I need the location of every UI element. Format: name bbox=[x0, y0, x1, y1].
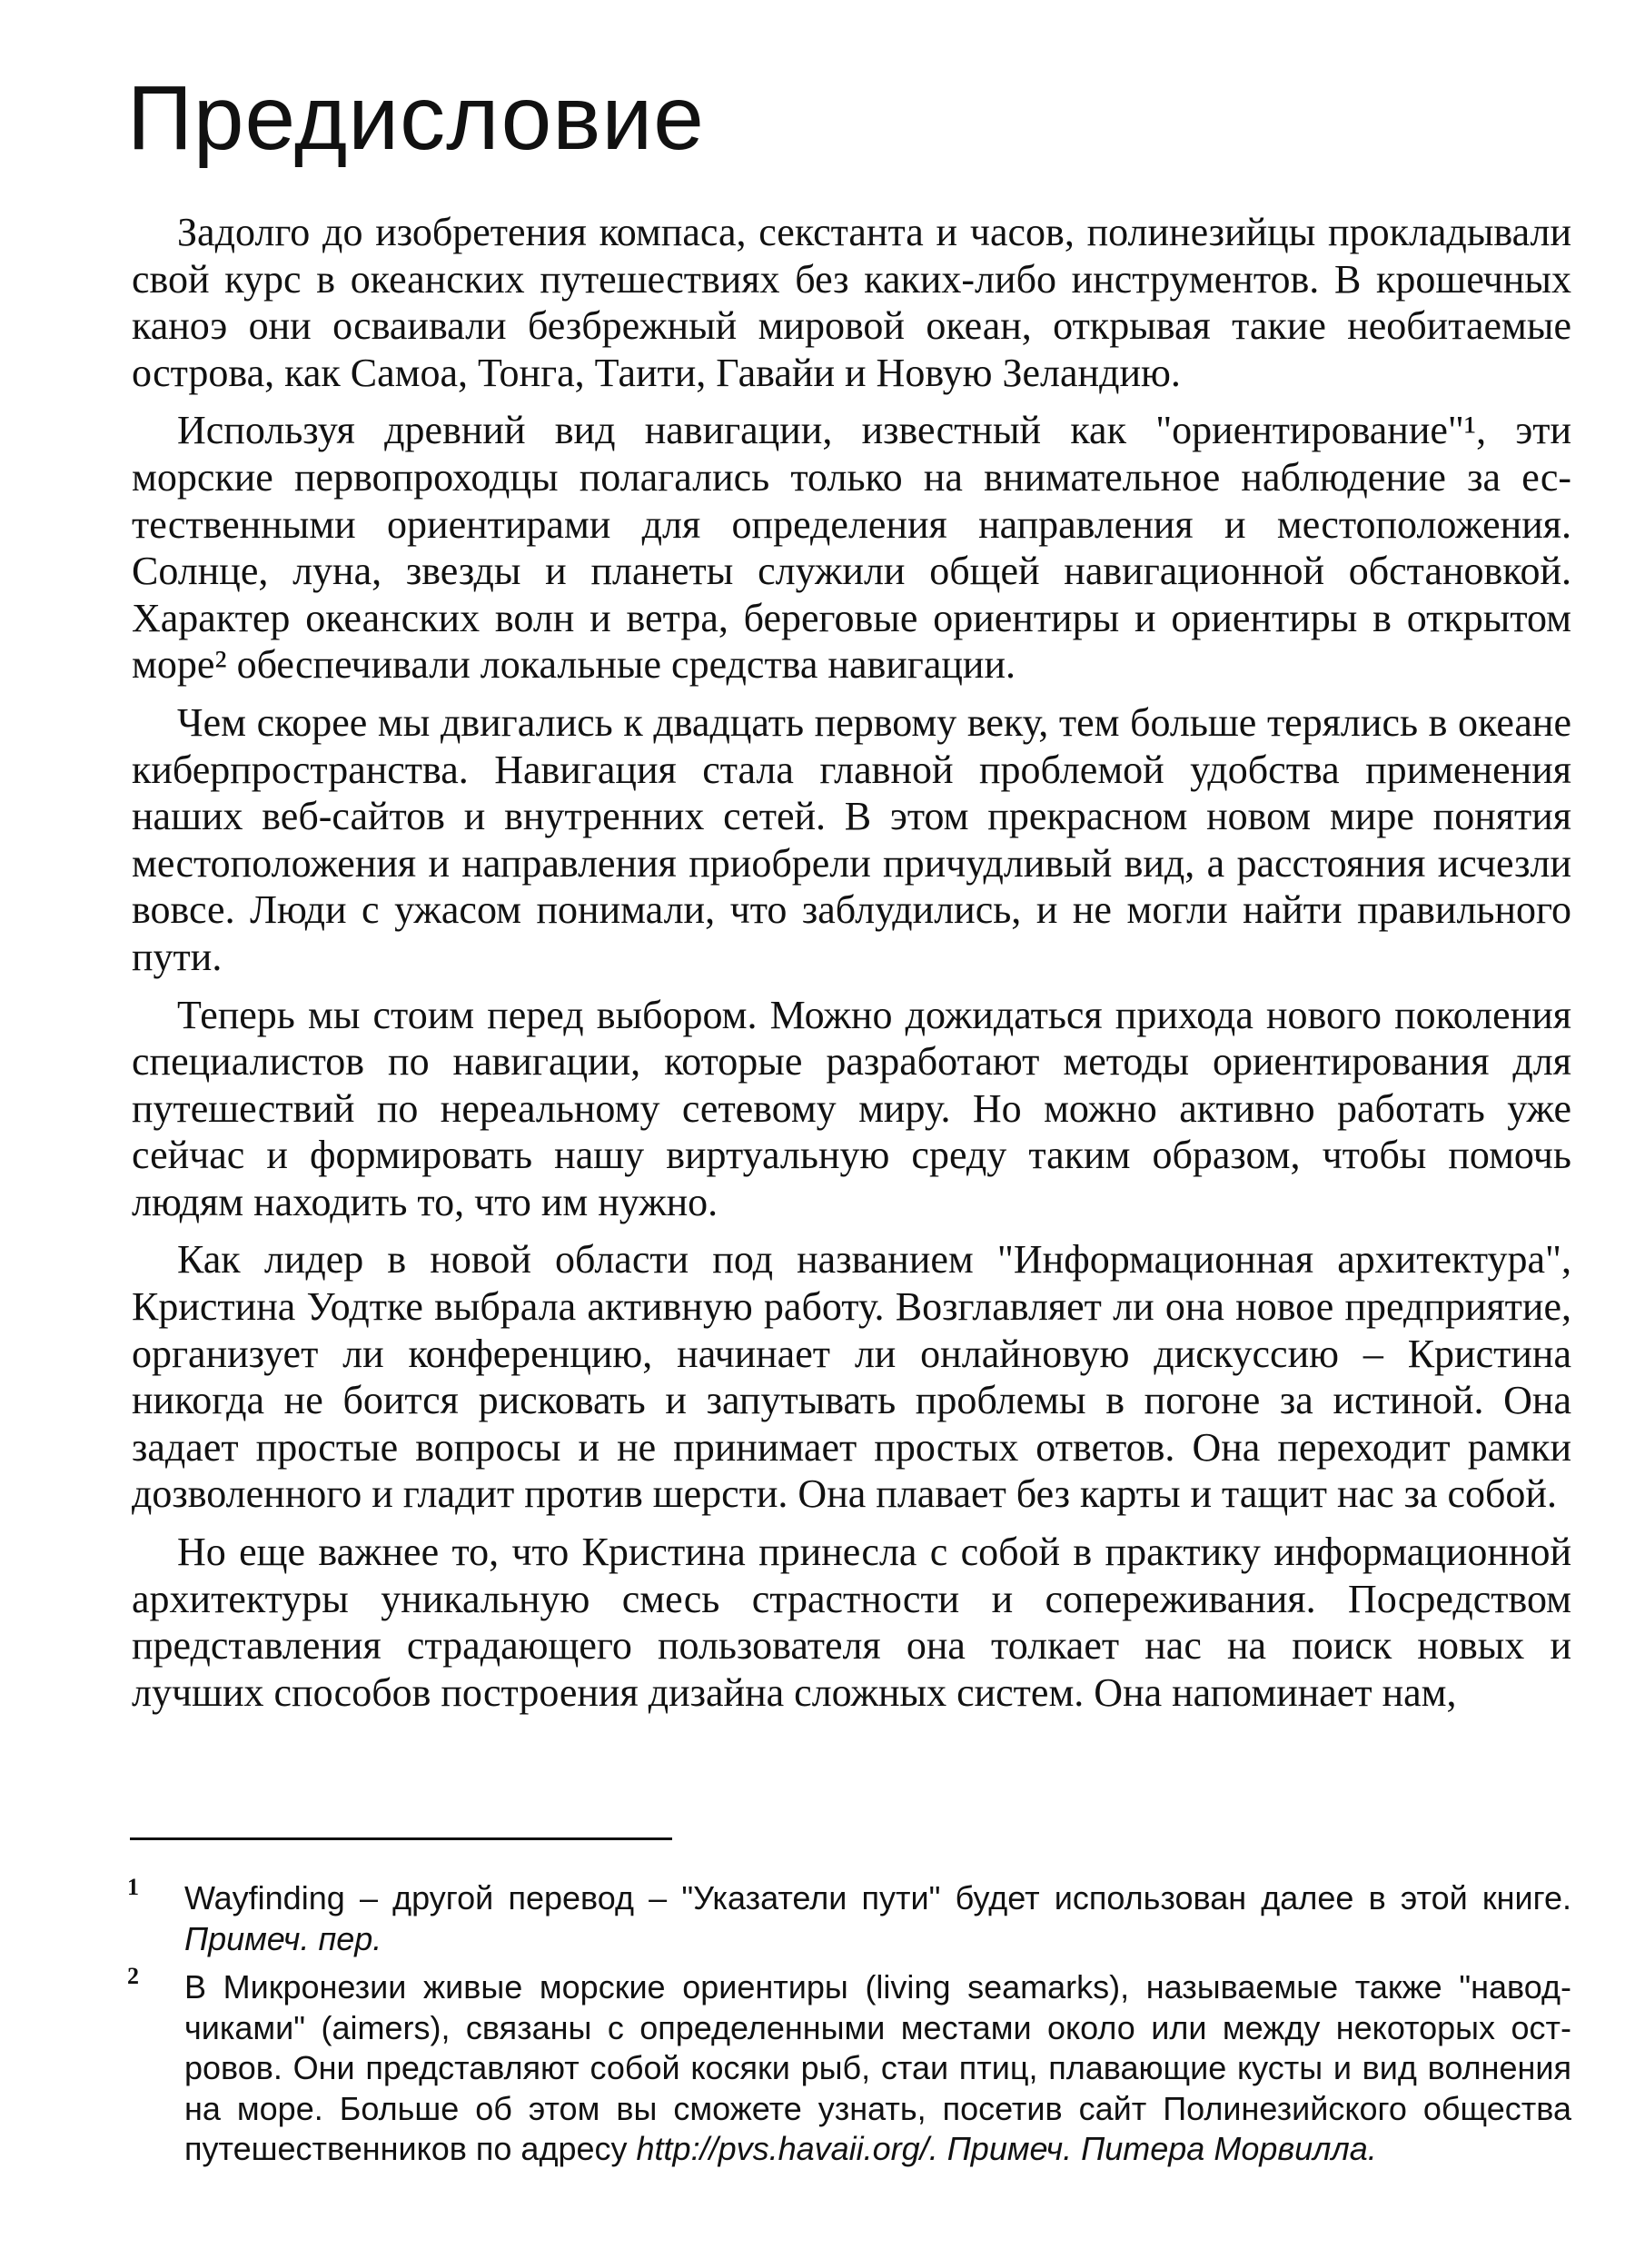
footnote-number: 2 bbox=[127, 1963, 139, 1989]
footnotes bbox=[127, 1874, 1571, 2178]
footnote-text: Wayfinding – другой перевод – "Указатели пути" будет использован далее в этой книге. bbox=[184, 1879, 1571, 1916]
footnote-1 bbox=[127, 1874, 1571, 1959]
paragraph-1: Задолго до изобретения компаса, секстанта и часов, полинезийцы прокладывали свой курс в океанских путешествиях без каких-либо инструментов. В крошечных каноэ они осваивали безбрежный мировой океан, открывая такие необитаемые острова, как Самоа, Тонга, Таити, Гавайи и Новую Зеландию. bbox=[132, 210, 1571, 395]
footnote-note: Примеч. пер. bbox=[184, 1919, 382, 1957]
paragraph-5: Как лидер в новой области под названием "Информационная архитектура", Кристина Уодтке выбрала активную работу. Возглавляет ли она новое предприятие, организует ли конференцию, начинает ли онлайновую дискуссию – Кристина никогда не боится рисковать и запутывать проблемы в погоне за истиной. Она задает простые вопросы и не принимает простых ответов. Она переходит рамки дозволенного и гладит против шерсти. Она плавает без карты и тащит нас за собой. bbox=[132, 1237, 1571, 1517]
footnote-url: http://pvs.havaii.org/. bbox=[636, 2130, 938, 2167]
paragraph-4: Теперь мы стоим перед выбором. Можно дожидаться прихода нового поколения специалистов по навигации, которые разработают методы ориентирования для путешествий по нереальному сетевому миру. Но можно активно работать уже сейчас и формировать нашу виртуальную среду таким образом, чтобы помочь людям находить то, что им нужно. bbox=[132, 992, 1571, 1224]
footnote-2 bbox=[127, 1963, 1571, 2170]
page-title: Предисловие bbox=[127, 67, 705, 169]
footnote-text: В Микронезии живые морские ориентиры (living seamarks), называемые также "наводчиками" (aimers), связаны с определенными местами около или между некоторых островов. Они представляют собой косяки рыб, стаи птиц, плавающие кусты и вид волнения на море. Больше об этом вы сможете узнать, посетив сайт Полинезийского общества путешественников по адресу bbox=[184, 1968, 1571, 2167]
footnote-separator bbox=[130, 1837, 672, 1840]
footnote-note: Примеч. Питера Морвилла. bbox=[946, 2130, 1377, 2167]
footnote-number: 1 bbox=[127, 1874, 139, 1900]
preface-body bbox=[132, 209, 1571, 1716]
paragraph-6: Но еще важнее то, что Кристина принесла с собой в практику информационной архитектуры уникальную смесь страстности и сопереживания. Посредством представления страдающего пользователя она толкает нас на поиск новых и лучших способов построения дизайна сложных систем. Она напоминает нам, bbox=[132, 1530, 1571, 1715]
paragraph-3: Чем скорее мы двигались к двадцать первому веку, тем больше терялись в океане киберпространства. Навигация стала главной проблемой удобства применения наших веб-сайтов и внутренних сетей. В этом прекрасном новом мире понятия местоположения и направления приобрели причудливый вид, а расстояния исчезли вовсе. Люди с ужасом понимали, что заблудились, и не могли найти правильного пути. bbox=[132, 699, 1571, 979]
paragraph-2: Используя древний вид навигации, известный как "ориентирование"¹, эти морские первопроходцы полагались только на внимательное наблюдение за естественными ориентирами для определения направления и местоположения. Солнце, луна, звезды и планеты служили общей навигационной обстановкой. Характер океанских волн и ветра, береговые ориентиры и ориентиры в открытом море² обеспечивали локальные средства навигации. bbox=[132, 408, 1571, 688]
